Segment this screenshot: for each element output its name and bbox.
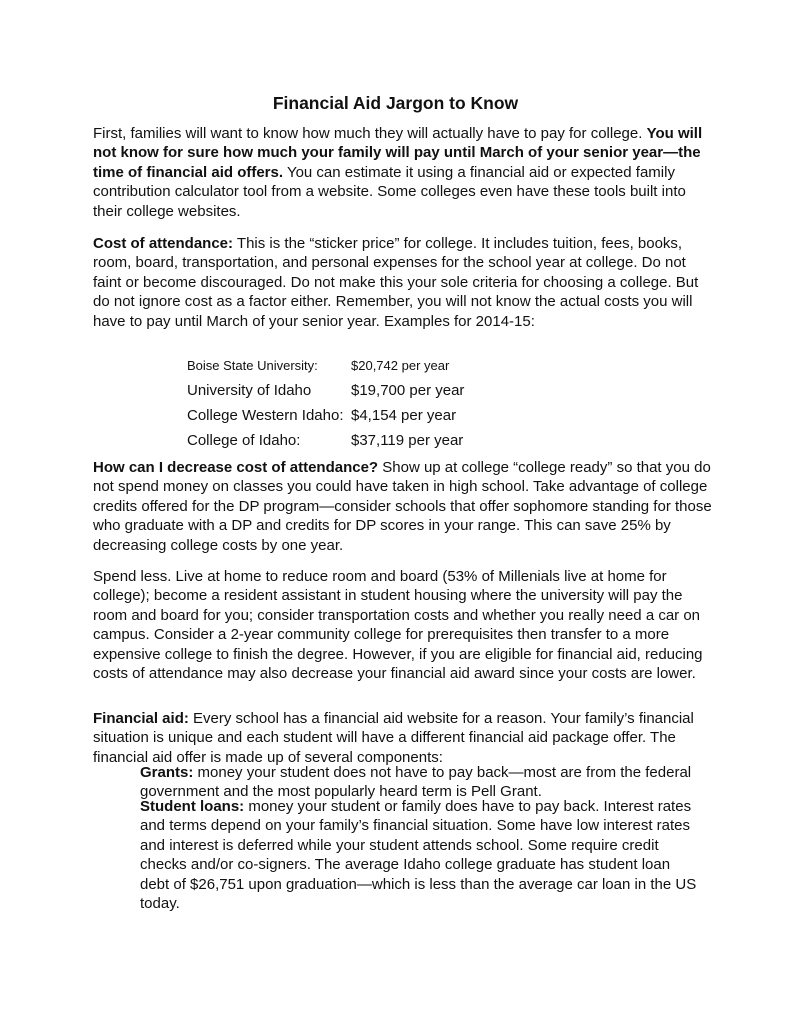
cost-row: [187, 378, 464, 403]
financial-aid-heading: Financial aid:: [93, 710, 189, 727]
grants-paragraph: [140, 763, 700, 802]
decrease-cost-heading: How can I decrease cost of attendance?: [93, 459, 379, 476]
cost-examples-list: [187, 353, 464, 453]
cost-school: College of Idaho:: [187, 432, 301, 449]
student-loans-text: money your student or family does have to pay back. Interest rates and terms depend on your family’s financial situation. Some have low interest rates and interest is deferred while your student attends school. Some require credit checks and/or co-signers. The average Idaho college graduate has student loan debt of $26,751 upon graduation—which is less than the average car loan in the US today.: [140, 798, 697, 913]
decrease-cost-text: Show up at college “college ready” so that you do not spend money on classes you could have taken in high school. Take advantage of college credits offered for the DP program—consider schools that offer sophomore standing for those who graduate with a DP and credits for DP scores in your range. This can save 25% by decreasing college costs by one year.: [93, 459, 712, 554]
cost-value: $4,154 per year: [351, 407, 457, 424]
page-title: Financial Aid Jargon to Know: [272, 93, 519, 113]
cost-of-attendance-paragraph: [93, 234, 713, 331]
intro-text-continued: You can estimate it using a financial aid or expected family contribution calculator tool from a website. Some colleges even have these tools built into their college websites.: [93, 163, 686, 220]
cost-value: $37,119 per year: [351, 432, 464, 449]
cost-row: [187, 353, 464, 378]
intro-paragraph: [93, 124, 713, 221]
cost-school: University of Idaho: [187, 382, 312, 399]
cost-row: [187, 403, 464, 428]
student-loans-heading: Student loans:: [140, 798, 245, 815]
cost-value: $20,742 per year: [351, 358, 450, 373]
decrease-cost-paragraph: [93, 458, 713, 555]
grants-heading: Grants:: [140, 764, 194, 781]
student-loans-paragraph: [140, 797, 700, 913]
cost-of-attendance-heading: Cost of attendance:: [93, 235, 234, 252]
cost-row: [187, 428, 464, 453]
intro-bold-text: You will not know for sure how much your family will pay until March of your senior year—the time of financial aid offers.: [93, 125, 703, 181]
financial-aid-paragraph: [93, 709, 713, 767]
cost-value: $19,700 per year: [351, 382, 465, 399]
grants-text: money your student does not have to pay back—most are from the federal government and the most popularly heard term is Pell Grant.: [140, 764, 692, 801]
intro-text: First, families will want to know how much they will actually have to pay for college.: [93, 125, 647, 142]
cost-school: Boise State University:: [187, 358, 318, 373]
cost-school: College Western Idaho:: [187, 407, 344, 424]
cost-of-attendance-text: This is the “sticker price” for college. It includes tuition, fees, books, room, board, transportation, and personal expenses for the school year at college. Do not faint or become discouraged. Do not make this your sole criteria for choosing a college. But do not ignore cost as a factor either. Remember, you will not know the actual costs you will have to pay until March of your senior year. Examples for 2014-15:: [93, 235, 699, 330]
spend-less-paragraph: Spend less. Live at home to reduce room and board (53% of Millenials live at home for college); become a resident assistant in student housing where the university will pay the room and board for you; consider transportation costs and whether you really need a car on campus. Consider a 2-year community college for prerequisites then transfer to a more expensive college to finish the degree. However, if you are eligible for financial aid, reducing costs of attendance may also decrease your financial aid award since your costs are lower.: [93, 568, 703, 683]
financial-aid-text: Every school has a financial aid website for a reason. Your family’s financial situation is unique and each student will have a different financial aid package offer. The financial aid offer is made up of several components:: [93, 710, 694, 766]
